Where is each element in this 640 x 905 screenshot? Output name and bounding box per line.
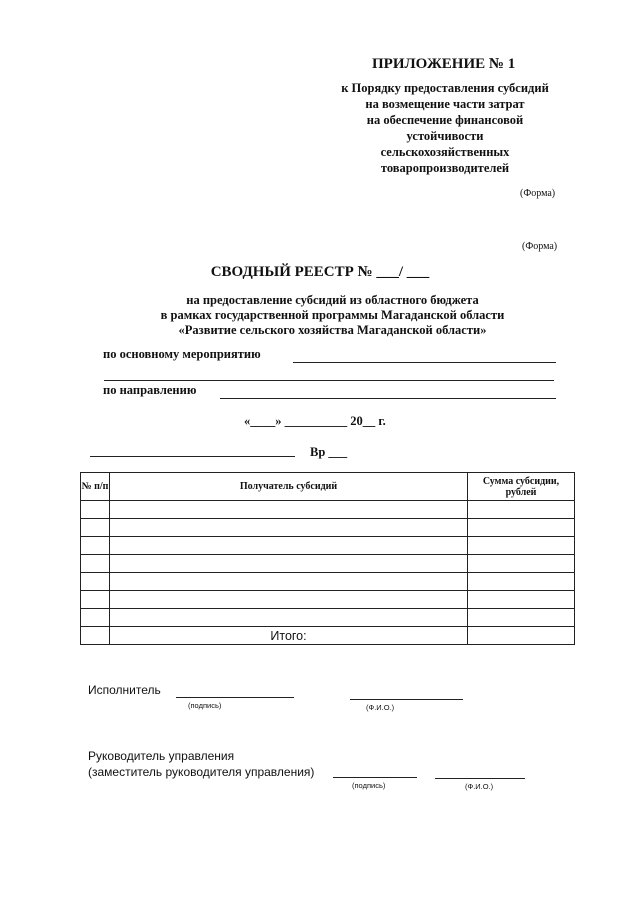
- table-cell[interactable]: [468, 609, 575, 627]
- main-event-field-continuation[interactable]: [104, 380, 554, 381]
- total-label-text: Итого:: [270, 628, 307, 643]
- deputy-label: (заместитель руководителя управления): [88, 765, 315, 779]
- main-event-label: по основному мероприятию: [103, 347, 261, 361]
- table-cell[interactable]: [110, 519, 468, 537]
- table-total-row: [81, 627, 575, 645]
- column-header-amount: Сумма субсидии, рублей: [468, 473, 575, 501]
- table-cell[interactable]: [81, 573, 110, 591]
- table-cell[interactable]: [81, 609, 110, 627]
- table-cell: [81, 627, 110, 645]
- executor-label: Исполнитель: [88, 683, 161, 697]
- appendix-line: на возмещение части затрат: [365, 97, 525, 111]
- appendix-line: устойчивости: [406, 129, 484, 143]
- table-row: [81, 537, 575, 555]
- executor-fio-line[interactable]: [350, 699, 463, 700]
- vr-code: Вр ___: [310, 445, 348, 459]
- purpose-line: «Развитие сельского хозяйства Магаданской области»: [178, 323, 487, 337]
- appendix-line: товаропроизводителей: [380, 161, 510, 175]
- table-cell[interactable]: [81, 501, 110, 519]
- table-cell[interactable]: [468, 573, 575, 591]
- executor-signature-line[interactable]: [176, 697, 294, 698]
- table-cell[interactable]: [81, 555, 110, 573]
- table-cell[interactable]: [110, 537, 468, 555]
- total-label: [110, 627, 468, 645]
- appendix-line: к Порядку предоставления субсидий: [341, 81, 549, 95]
- total-amount-cell[interactable]: [468, 627, 575, 645]
- purpose-line: на предоставление субсидий из областного бюджета: [186, 293, 479, 307]
- table-cell[interactable]: [468, 555, 575, 573]
- column-header-recipient: Получатель субсидий: [110, 473, 468, 501]
- direction-label: по направлению: [103, 383, 197, 397]
- table-cell[interactable]: [110, 555, 468, 573]
- head-signature-line[interactable]: [333, 777, 417, 778]
- table-cell[interactable]: [81, 519, 110, 537]
- table-row: [81, 591, 575, 609]
- appendix-line: сельскохозяйственных: [380, 145, 510, 159]
- head-label: Руководитель управления: [88, 749, 235, 763]
- table-cell[interactable]: [468, 537, 575, 555]
- table-row: [81, 555, 575, 573]
- table-row: [81, 609, 575, 627]
- appendix-line: на обеспечение финансовой: [366, 113, 524, 127]
- table-cell[interactable]: [468, 591, 575, 609]
- executor-signature-caption: (подпись): [188, 701, 222, 710]
- table-cell[interactable]: [81, 591, 110, 609]
- date-line: «____» __________ 20__ г.: [244, 414, 386, 428]
- registry-purpose: [70, 293, 595, 338]
- head-fio-line[interactable]: [435, 778, 525, 779]
- table-row: [81, 519, 575, 537]
- direction-field[interactable]: [220, 398, 556, 399]
- table-cell[interactable]: [110, 609, 468, 627]
- appendix-description: [300, 80, 590, 176]
- table-cell[interactable]: [81, 537, 110, 555]
- form-label: (Форма): [522, 241, 558, 252]
- appendix-title: ПРИЛОЖЕНИЕ № 1: [372, 56, 516, 72]
- blank-line: [90, 456, 295, 457]
- purpose-line: в рамках государственной программы Магаданской области: [160, 308, 505, 322]
- column-header-number: № п/п: [81, 473, 110, 501]
- form-label: (Форма): [520, 188, 556, 199]
- executor-fio-caption: (Ф.И.О.): [366, 703, 395, 712]
- table-row: [81, 501, 575, 519]
- registry-title: СВОДНЫЙ РЕЕСТР № ___/ ___: [210, 264, 430, 280]
- table-cell[interactable]: [110, 501, 468, 519]
- recipients-table: [80, 472, 575, 645]
- table-header-row: [81, 473, 575, 501]
- head-fio-caption: (Ф.И.О.): [465, 782, 494, 791]
- table-row: [81, 573, 575, 591]
- table-cell[interactable]: [110, 573, 468, 591]
- table-cell[interactable]: [110, 591, 468, 609]
- table-cell[interactable]: [468, 501, 575, 519]
- table-cell[interactable]: [468, 519, 575, 537]
- main-event-field[interactable]: [293, 362, 556, 363]
- head-signature-caption: (подпись): [352, 781, 386, 790]
